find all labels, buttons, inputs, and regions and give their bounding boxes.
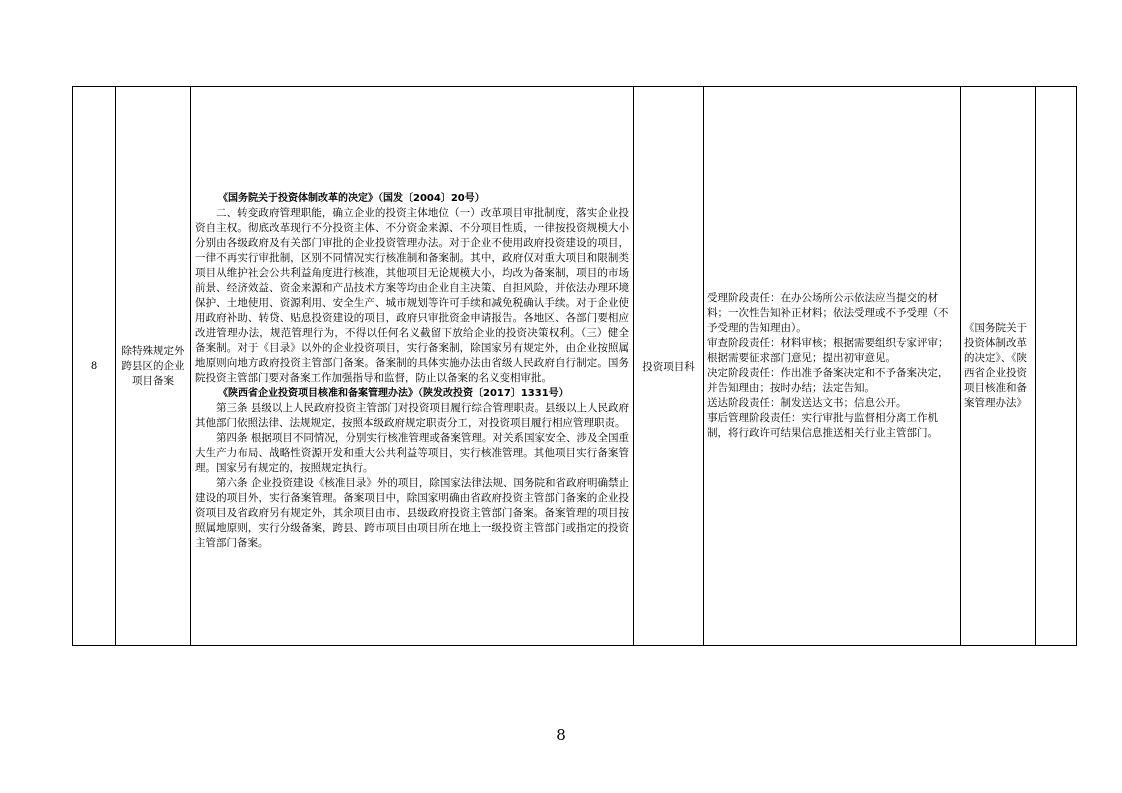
table-row <box>73 87 1077 646</box>
regulation-title: 《陕西省企业投资项目核准和备案管理办法》（陕发改投资〔2017〕1331号） <box>218 388 569 399</box>
legal-basis-cell <box>191 87 634 646</box>
regulation-title: 《国务院关于投资体制改革的决定》（国发〔2004〕20号） <box>218 193 485 204</box>
regulation-paragraph: 第四条 根据项目不同情况，分别实行核准管理或备案管理。对关系国家安全、涉及全国重大生产力布局、战略性资源开发和重大公共利益等项目，实行核准管理。其他项目实行备案管理。国家另有规定的，按照规定执行。 <box>195 432 629 474</box>
item-name: 除特殊规定外跨县区的企业项目备案 <box>116 87 191 646</box>
remark-cell <box>1036 87 1077 646</box>
reference-text: 《国务院关于投资体制改革的决定》、《陕西省企业投资项目核准和备案管理办法》 <box>964 322 1027 409</box>
legal-basis-text <box>195 191 629 551</box>
responsibility-item: 决定阶段责任：作出准予备案决定和不予备案决定，并告知理由；按时办结；法定告知。 <box>707 367 949 394</box>
responsibility-text <box>707 291 957 441</box>
responsibility-item: 审查阶段责任：材料审核；根据需要组织专家评审；根据需要征求部门意见；提出初审意见。 <box>707 337 949 364</box>
row-number: 8 <box>73 87 116 646</box>
responsibility-table <box>72 86 1077 646</box>
responsibility-cell <box>704 87 961 646</box>
reference-cell <box>961 87 1036 646</box>
department: 投资项目科 <box>634 87 704 646</box>
regulation-paragraph: 第六条 企业投资建设《核准目录》外的项目，除国家法律法规、国务院和省政府明确禁止建设的项目外，实行备案管理。备案项目中，除国家明确由省政府投资主管部门备案的企业投资项目及省政府另有规定外，其余项目由市、县级政府投资主管部门备案。备案管理的项目按照属地原则，实行分级备案，跨县、跨市项目由项目所在地上一级投资主管部门或指定的投资主管部门备案。 <box>195 477 629 549</box>
responsibility-item: 受理阶段责任：在办公场所公示依法应当提交的材料；一次性告知补正材料；依法受理或不予受理（不予受理的告知理由）。 <box>707 292 949 334</box>
responsibility-item: 事后管理阶段责任：实行审批与监督相分离工作机制，将行政许可结果信息推送相关行业主管部门。 <box>707 412 938 439</box>
page-number: 8 <box>556 726 566 744</box>
regulation-paragraph: 第三条 县级以上人民政府投资主管部门对投资项目履行综合管理职责。县级以上人民政府其他部门依照法律、法规规定，按照本级政府规定职责分工，对投资项目履行相应管理职责。 <box>195 402 629 429</box>
responsibility-item: 送达阶段责任：制发送达文书；信息公开。 <box>707 397 907 409</box>
regulation-paragraph: 二、转变政府管理职能，确立企业的投资主体地位（一）改革项目审批制度，落实企业投资自主权。彻底改革现行不分投资主体、不分资金来源、不分项目性质，一律按投资规模大小分别由各级政府及有关部门审批的企业投资管理办法。对于企业不使用政府投资建设的项目，一律不再实行审批制，区别不同情况实行核准制和备案制。其中，政府仅对重大项目和限制类项目从维护社会公共利益角度进行核准，其他项目无论规模大小，均改为备案制，项目的市场前景、经济效益、资金来源和产品技术方案等均由企业自主决策、自担风险，并依法办理环境保护、土地使用、资源利用、安全生产、城市规划等许可手续和减免税确认手续。对于企业使用政府补助、转贷、贴息投资建设的项目，政府只审批资金申请报告。各地区、各部门要相应改进管理办法，规范管理行为，不得以任何名义截留下放给企业的投资决策权利。（三）健全备案制。对于《目录》以外的企业投资项目，实行备案制，除国家另有规定外，由企业按照属地原则向地方政府投资主管部门备案。备案制的具体实施办法由省级人民政府自行制定。国务院投资主管部门要对备案工作加强指导和监督，防止以备案的名义变相审批。 <box>195 207 629 384</box>
